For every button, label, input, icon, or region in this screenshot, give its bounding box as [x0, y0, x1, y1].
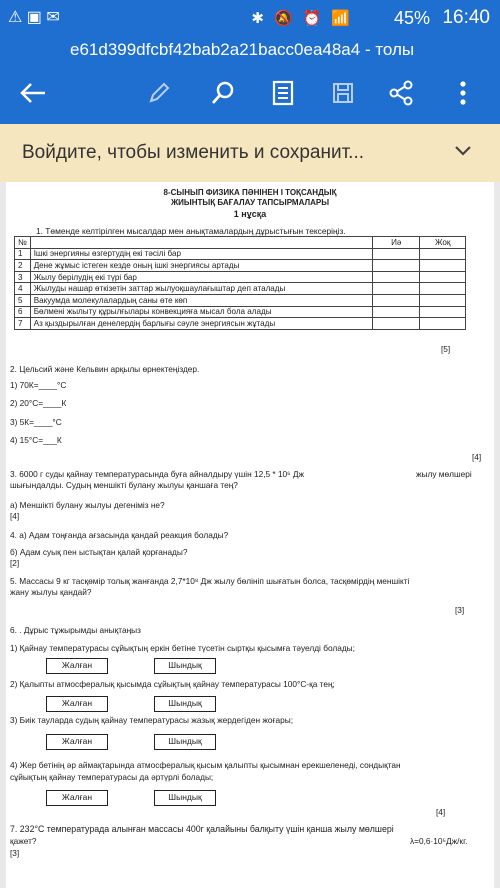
question-1: 1. Төменде келтірілген мысалдар мен анықтамалардың дұрыстығын тексеріңіз.: [36, 226, 346, 236]
false-box[interactable]: Жалған: [46, 696, 108, 712]
share-icon: [388, 80, 414, 106]
question-6: 6. . Дұрыс тұжырымды анықтаңыз: [10, 625, 141, 635]
true-box[interactable]: Шындық: [154, 734, 216, 750]
question-2: 2. Цельсий және Кельвин арқылы өрнектеңіздер.: [10, 364, 200, 374]
row-number: 4: [15, 283, 31, 295]
row-number: 2: [15, 260, 31, 272]
sign-in-banner[interactable]: [0, 124, 500, 182]
yes-cell[interactable]: [373, 260, 420, 272]
true-box[interactable]: Шындық: [154, 658, 216, 674]
false-box[interactable]: Жалған: [46, 790, 108, 806]
no-cell[interactable]: [420, 260, 466, 272]
true-box[interactable]: Шындық: [154, 696, 216, 712]
alarm-icon: ⏰: [302, 10, 322, 27]
more-vertical-icon: [459, 80, 467, 106]
row-statement: Бөлмені жылыту құрылғылары конвекцияға мысал бола алады: [30, 306, 372, 318]
question-1-table: [14, 236, 466, 330]
q6-statement-4-line-1: 4) Жер бетінің әр аймақтарында атмосфералық қысым қалыпты қысымнан ерекшеленеді, сондықтан: [10, 760, 401, 770]
yes-cell[interactable]: [373, 271, 420, 283]
share-button[interactable]: [384, 76, 418, 110]
yes-cell[interactable]: [373, 294, 420, 306]
score-q5: [3]: [455, 605, 465, 615]
question-7-line-1: 7. 232°С температурада алынған массасы 400г қалайыны балқыту үшін қанша жылу мөлшері: [10, 824, 394, 834]
question-5-line-1: 5. Массасы 9 кг тасқөмір толық жанғанда 2,7*10⁸ Дж жылу бөлініп шығатын болса, тасқөмірдің меншікті: [10, 576, 410, 586]
table-header-cell: Жоқ: [420, 237, 466, 249]
row-statement: Аз қыздырылған денелердің барлығы сәуле энергиясын жұтады: [30, 318, 372, 330]
false-box[interactable]: Жалған: [46, 658, 108, 674]
pencil-icon: [147, 81, 171, 105]
table-header-row: [15, 237, 466, 249]
question-3-line-1: 3. 6000 г суды қайнау температурасында буға айналдыру үшін 12,5 * 10⁶ Дж: [10, 469, 305, 479]
back-arrow-icon: [19, 82, 47, 104]
no-cell[interactable]: [420, 306, 466, 318]
row-statement: Вакуумда молекулалардың саны өте көп: [30, 294, 372, 306]
row-statement: Ішкі энергияны өзгертудің екі тәсілі бар: [30, 248, 372, 260]
q2-item: 2) 20°С=____К: [10, 398, 67, 408]
clock: 16:40: [442, 7, 490, 28]
wifi-icon: 📶: [331, 10, 350, 27]
q2-item: 4) 15°С=___К: [10, 435, 62, 445]
table-header-cell: Иә: [373, 237, 420, 249]
row-number: 3: [15, 271, 31, 283]
yes-cell[interactable]: [373, 283, 420, 295]
chevron-down-icon[interactable]: [454, 140, 472, 163]
q6-statement-3: 3) Биік тауларда судың қайнау температурасы жазық жердегіден жоғары;: [10, 715, 294, 725]
doc-header-line-1: 8-СЫНЫП ФИЗИКА ПӘНІНЕН І ТОҚСАНДЫҚ: [163, 188, 337, 197]
score-q6: [4]: [436, 807, 446, 817]
no-cell[interactable]: [420, 318, 466, 330]
table-row: [15, 318, 466, 330]
question-4-a: 4. а) Адам тоңғанда ағзасында қандай реакция болады?: [10, 530, 229, 540]
more-options-button[interactable]: [446, 76, 480, 110]
status-left-icons: ⚠ ▣ ✉: [8, 9, 60, 26]
document-page[interactable]: [6, 182, 494, 888]
question-3-a: а) Меншікті булану жылуы дегеніміз не?: [10, 500, 165, 510]
q2-item: 3) 5К=____°С: [10, 417, 62, 427]
q6-statement-2: 2) Қалыпты атмосфералық қысымда сұйықтың қайнау температурасы 100°С-қа тең;: [10, 679, 335, 689]
row-statement: Жылу берілудің екі түрі бар: [30, 271, 372, 283]
table-row: [15, 248, 466, 260]
mute-icon: 🔕: [273, 10, 293, 27]
score-q2: [4]: [472, 452, 482, 462]
question-5-line-2: жану жылуы қандай?: [10, 587, 92, 597]
table-header-cell: [30, 237, 372, 249]
q6-statement-4-line-2: сұйықтың қайнау температурасы да әртүрлі болады;: [10, 772, 214, 782]
row-statement: Жылуды нашар өткізетін заттар жылуоқшаулағыштар деп аталады: [30, 283, 372, 295]
no-cell[interactable]: [420, 271, 466, 283]
no-cell[interactable]: [420, 248, 466, 260]
yes-cell[interactable]: [373, 318, 420, 330]
question-3-line-1-end: жылу мөлшері: [416, 469, 472, 479]
table-row: [15, 294, 466, 306]
true-box[interactable]: Шындық: [154, 790, 216, 806]
document-title: e61d399dfcbf42bab2a21bacc0ea48a4 - толы: [70, 40, 415, 59]
edit-button[interactable]: [142, 76, 176, 110]
table-header-cell: №: [15, 237, 31, 249]
table-row: [15, 260, 466, 272]
score-q1: [5]: [441, 344, 451, 354]
document-icon: [271, 80, 295, 106]
floppy-disk-icon: [331, 81, 355, 105]
q6-statement-1: 1) Қайнау температурасы сұйықтың еркін бетіне түсетін сыртқы қысымға тәуелді болады;: [10, 643, 355, 653]
bluetooth-icon: ✱: [251, 10, 264, 27]
save-button[interactable]: [326, 76, 360, 110]
row-number: 1: [15, 248, 31, 260]
reader-mode-button[interactable]: [266, 76, 300, 110]
question-3-line-2: шығындалды. Судың меншікті булану жылуы қаншаға тең?: [10, 480, 238, 490]
search-button[interactable]: [206, 76, 240, 110]
question-7-line-2: қажет?: [10, 836, 37, 846]
row-number: 6: [15, 306, 31, 318]
battery-level: 45%: [393, 8, 430, 28]
row-statement: Дене жұмыс істеген кезде оның ішкі энергиясы артады: [30, 260, 372, 272]
status-icons: [251, 9, 350, 27]
back-button[interactable]: [16, 76, 50, 110]
false-box[interactable]: Жалған: [46, 734, 108, 750]
banner-text: Войдите, чтобы изменить и сохранит...: [22, 142, 365, 163]
row-number: 7: [15, 318, 31, 330]
status-bar: [0, 0, 500, 34]
yes-cell[interactable]: [373, 306, 420, 318]
yes-cell[interactable]: [373, 248, 420, 260]
q7-lambda: λ=0,6·10⁵Дж/кг.: [410, 836, 468, 846]
question-4-b: б) Адам суық пен ыстықтан қалай қорғанады?: [10, 547, 188, 557]
row-number: 5: [15, 294, 31, 306]
q2-item: 1) 70К=____°С: [10, 380, 67, 390]
search-icon: [210, 80, 236, 106]
doc-header-line-2: ЖИЫНТЫҚ БАҒАЛАУ ТАПСЫРМАЛАРЫ: [170, 198, 330, 207]
score-q3: [4]: [10, 511, 20, 521]
table-row: [15, 306, 466, 318]
no-cell[interactable]: [420, 294, 466, 306]
score-q7: [3]: [10, 848, 20, 858]
no-cell[interactable]: [420, 283, 466, 295]
doc-variant: 1 нұсқа: [233, 209, 267, 219]
score-q4: [2]: [10, 558, 20, 568]
table-row: [15, 283, 466, 295]
app-toolbar: [0, 34, 500, 124]
table-row: [15, 271, 466, 283]
